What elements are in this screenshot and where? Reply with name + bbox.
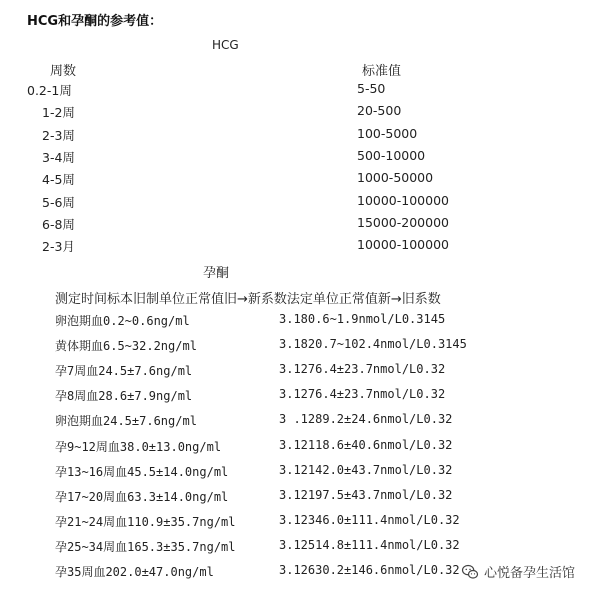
hcg-col-week: 周数 (50, 64, 77, 79)
progesterone-old-cell: 孕7周血24.5±7.6ng/ml (55, 364, 193, 379)
hcg-value-cell: 500-10000 (357, 147, 426, 163)
hcg-week-cell: 1-2周 (42, 105, 75, 121)
hcg-col-value: 标准值 (362, 64, 402, 79)
hcg-value-cell: 10000-100000 (357, 192, 449, 208)
hcg-week-cell: 2-3周 (42, 127, 75, 143)
hcg-value-cell: 20-500 (357, 103, 402, 119)
hcg-week-cell: 3-4周 (42, 149, 75, 165)
hcg-week-cell: 5-6周 (42, 194, 75, 210)
progesterone-old-cell: 孕13~16周血45.5±14.0ng/ml (55, 464, 229, 479)
progesterone-old-cell: 孕21~24周血110.9±35.7ng/ml (55, 514, 236, 529)
progesterone-new-cell: 3.1276.4±23.7nmol/L0.32 (279, 387, 446, 402)
hcg-heading: HCG (212, 38, 239, 52)
progesterone-old-cell: 孕35周血202.0±47.0ng/ml (55, 565, 214, 579)
progesterone-new-cell: 3.1820.7~102.4nmol/L0.3145 (279, 337, 467, 352)
progesterone-old-cell: 黄体期血6.5~32.2ng/ml (55, 339, 197, 354)
watermark (461, 562, 575, 581)
progesterone-new-cell: 3.12514.8±111.4nmol/L0.32 (279, 537, 460, 552)
hcg-week-cell: 2-3月 (42, 239, 75, 255)
progesterone-old-cell: 孕8周血28.6±7.9ng/ml (55, 389, 193, 404)
hcg-value-cell: 10000-100000 (357, 237, 449, 253)
page-title: HCG和孕酮的参考值： (27, 14, 163, 29)
progesterone-new-cell: 3.12142.0±43.7nmol/L0.32 (279, 462, 453, 477)
progesterone-heading: 孕酮 (203, 266, 230, 281)
progesterone-new-cell: 3.12630.2±146.6nmol/L0.32 (279, 563, 460, 577)
progesterone-new-cell: 3.1276.4±23.7nmol/L0.32 (279, 362, 446, 377)
hcg-value-cell: 1000-50000 (357, 170, 434, 186)
progesterone-header-line: 测定时间标本旧制单位正常值旧→新系数法定单位正常值新→旧系数 (55, 292, 441, 307)
progesterone-new-cell: 3.12118.6±40.6nmol/L0.32 (279, 437, 453, 452)
progesterone-old-cell: 孕17~20周血63.3±14.0ng/ml (55, 489, 229, 504)
watermark-text: 心悦备孕生活馆 (483, 566, 575, 581)
progesterone-new-cell: 3.12346.0±111.4nmol/L0.32 (279, 512, 460, 527)
progesterone-new-cell: 3.180.6~1.9nmol/L0.3145 (279, 312, 446, 326)
progesterone-old-cell: 孕25~34周血165.3±35.7ng/ml (55, 539, 236, 554)
hcg-value-cell: 15000-200000 (357, 214, 449, 230)
progesterone-new-cell: 3 .1289.2±24.6nmol/L0.32 (279, 412, 453, 427)
hcg-week-cell: 6-8周 (42, 216, 75, 232)
progesterone-old-cell: 卵泡期血0.2~0.6ng/ml (55, 314, 190, 328)
progesterone-old-cell: 卵泡期血24.5±7.6ng/ml (55, 414, 197, 429)
hcg-week-cell: 4-5周 (42, 172, 75, 188)
hcg-week-cell: 0.2-1周 (27, 83, 72, 98)
wechat-icon (461, 563, 479, 581)
progesterone-new-cell: 3.12197.5±43.7nmol/L0.32 (279, 487, 453, 502)
hcg-value-cell: 5-50 (357, 81, 386, 96)
hcg-value-cell: 100-5000 (357, 125, 418, 141)
progesterone-old-cell: 孕9~12周血38.0±13.0ng/ml (55, 439, 222, 454)
